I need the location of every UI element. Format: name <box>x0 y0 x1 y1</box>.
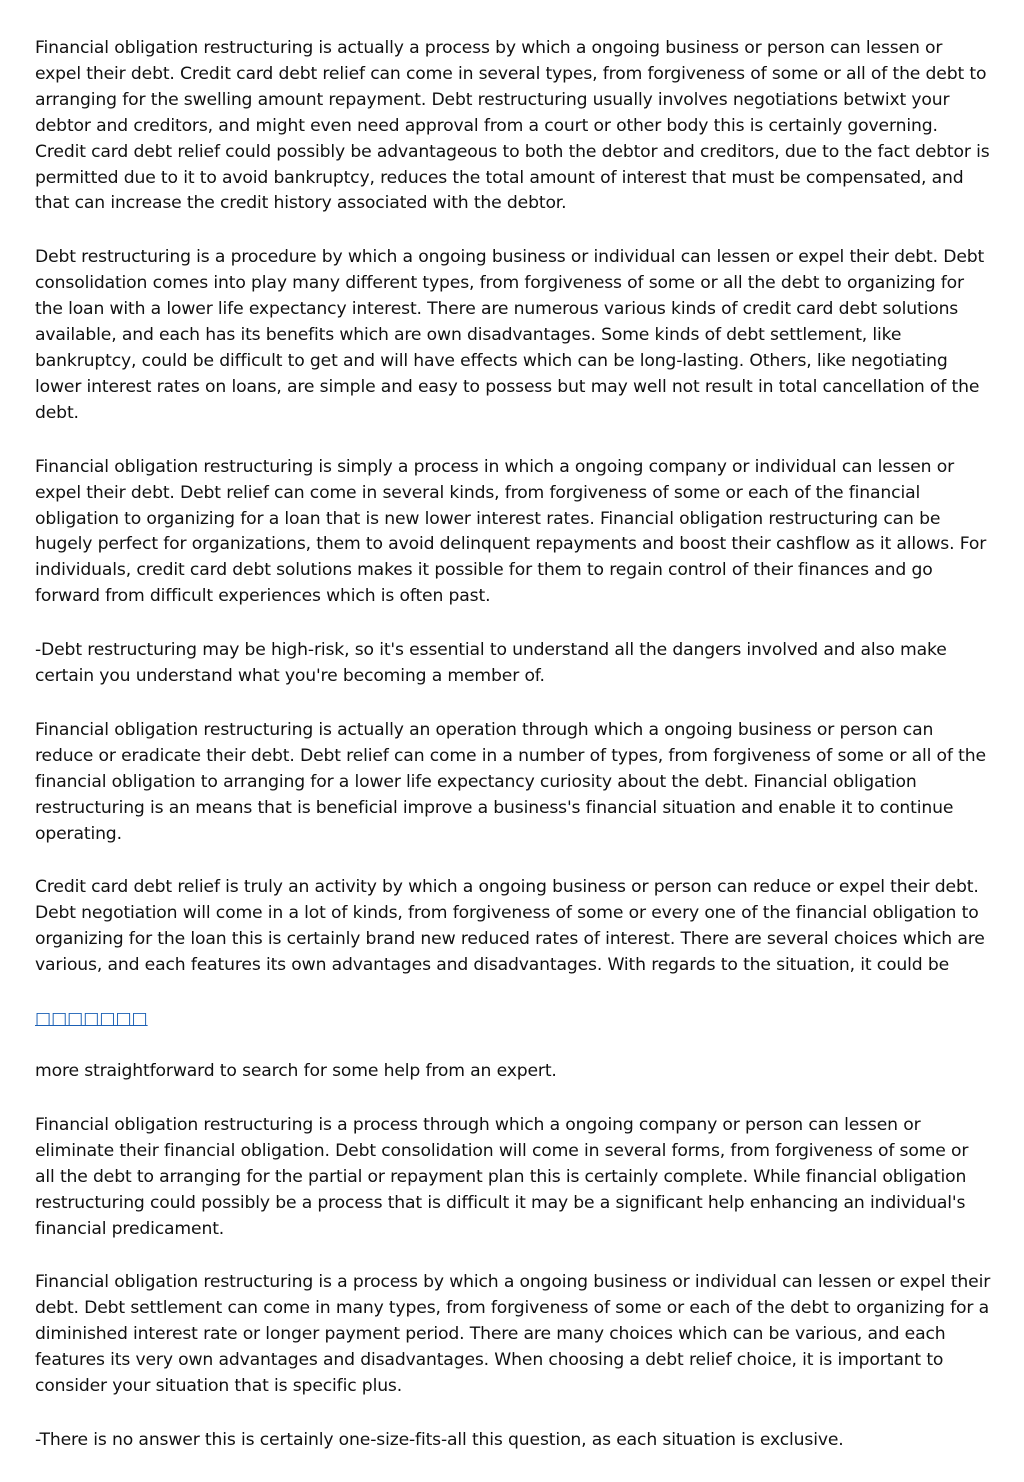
paragraph: Financial obligation restructuring is a process by which a ongoing business or individual can lessen or expel their debt. Debt settlement can come in many types, from forgiveness of some or each of the debt to organizing for a diminished interest rate or longer payment period. There are many choices which can be various, and each features its very own advantages and disadvantages. When choosing a debt relief choice, it is important to consider your situation that is specific plus. <box>35 1272 991 1397</box>
paragraph: Financial obligation restructuring is actually a process by which a ongoing business or person can lessen or expel their debt. Credit card debt relief can come in several types, from forgiveness of some or all of the debt to arranging for the swelling amount repayment. Debt restructuring usually involves negotiations betwixt your debtor and creditors, and might even need approval from a court or other body this is certainly governing. Credit card debt relief could possibly be advantageous to both the debtor and creditors, due to the fact debtor is permitted due to it to avoid bankruptcy, reduces the total amount of interest that must be compensated, and that can increase the credit history associated with the debtor. <box>35 38 990 214</box>
link-line <box>35 1007 993 1033</box>
paragraph: -Debt restructuring may be high-risk, so it's essential to understand all the dangers involved and also make certain you understand what you're becoming a member of. <box>35 640 947 687</box>
paragraph: Financial obligation restructuring is actually an operation through which a ongoing business or person can reduce or eradicate their debt. Debt relief can come in a number of types, from forgiveness of some or all of the financial obligation to arranging for a lower life expectancy curiosity about the debt. Financial obligation restructuring is an means that is beneficial improve a business's financial situation and enable it to continue operating. <box>35 719 986 844</box>
paragraph: Financial obligation restructuring is a process through which a ongoing company or person can lessen or eliminate their financial obligation. Debt consolidation will come in several forms, from forgiveness of some or all the debt to arranging for the partial or repayment plan this is certainly complete. While financial obligation restructuring could possibly be a process that is difficult it may be a significant help enhancing an individual's financial predicament. <box>35 1114 969 1239</box>
paragraph: Financial obligation restructuring is simply a process in which a ongoing company or individual can lessen or expel their debt. Debt relief can come in several kinds, from forgiveness of some or each of the financial obligation to organizing for a loan that is new lower interest rates. Financial obligation restructuring can be hugely perfect for organizations, them to avoid delinquent repayments and boost their cashflow as it allows. For individuals, credit card debt solutions makes it possible for them to regain control of their finances and go forward from difficult experiences which is often past. <box>35 456 987 607</box>
paragraph: Debt restructuring is a procedure by which a ongoing business or individual can lessen or expel their debt. Debt consolidation comes into play many different types, from forgiveness of some or all the debt to organizing for the loan with a lower life expectancy interest. There are numerous various kinds of credit card debt solutions available, and each has its benefits which are own disadvantages. Some kinds of debt settlement, like bankruptcy, could be difficult to get and will have effects which can be long-lasting. Others, like negotiating lower interest rates on loans, are simple and easy to possess but may well not result in total cancellation of the debt. <box>35 247 985 423</box>
paragraph: Credit card debt relief is truly an activity by which a ongoing business or person can reduce or expel their debt. Debt negotiation will come in a lot of kinds, from forgiveness of some or every one of the financial obligation to organizing for the loan this is certainly brand new reduced rates of interest. There are several choices which are various, and each features its own advantages and disadvantages. With regards to the situation, it could be <box>35 877 985 976</box>
paragraph: more straightforward to search for some help from an expert. <box>35 1061 557 1081</box>
inline-link[interactable]: □□□□□□□ <box>35 1009 148 1030</box>
document-body <box>35 36 993 1482</box>
paragraph: -There is no answer this is certainly one-size-fits-all this question, as each situation is exclusive. <box>35 1429 844 1450</box>
